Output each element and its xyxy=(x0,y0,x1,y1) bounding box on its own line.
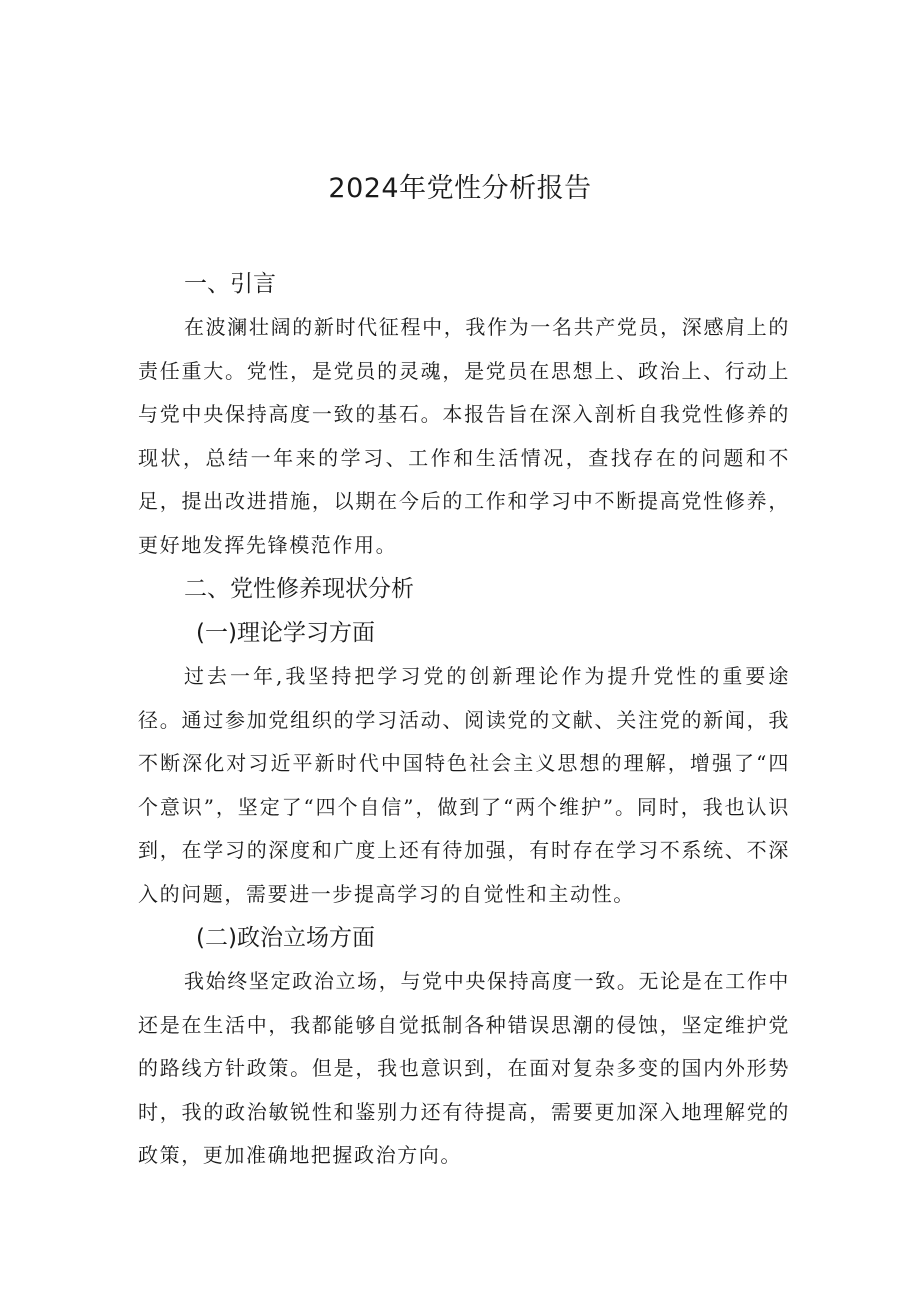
introduction-paragraph: 在波澜壮阔的新时代征程中，我作为一名共产党员，深感肩上的责任重大。党性，是党员的灵魂，是党员在思想上、政治上、行动上与党中央保持高度一致的基石。本报告旨在深入剖析自我党性修养的现状，总结一年来的学习、工作和生活情况，查找存在的问题和不足，提出改进措施，以期在今后的工作和学习中不断提高党性修养，更好地发挥先锋模范作用。 xyxy=(138,315,790,557)
political-stance-paragraph: 我始终坚定政治立场，与党中央保持高度一致。无论是在工作中还是在生活中，我都能够自觉抵制各种错误思潮的侵蚀，坚定维护党的路线方针政策。但是，我也意识到，在面对复杂多变的国内外形势时，我的政治敏锐性和鉴别力还有待提高，需要更加深入地理解党的政策，更加准确地把握政治方向。 xyxy=(138,969,790,1167)
subsection-heading-political-stance: (二)政治立场方面 xyxy=(196,925,375,951)
theory-study-paragraph: 过去一年,我坚持把学习党的创新理论作为提升党性的重要途径。通过参加党组织的学习活动、阅读党的文献、关注党的新闻，我不断深化对习近平新时代中国特色社会主义思想的理解，增强了“四个意识”，坚定了“四个自信”，做到了“两个维护”。同时，我也认识到，在学习的深度和广度上还有待加强，有时存在学习不系统、不深入的问题，需要进一步提高学习的自觉性和主动性。 xyxy=(138,664,790,906)
document-title: 2024年党性分析报告 xyxy=(328,173,592,204)
subsection-heading-theory-study: (一)理论学习方面 xyxy=(196,620,375,646)
document-body xyxy=(138,262,790,1178)
section-heading-introduction: 一、引言 xyxy=(184,271,276,297)
section-heading-party-spirit-analysis: 二、党性修养现状分析 xyxy=(184,576,414,602)
